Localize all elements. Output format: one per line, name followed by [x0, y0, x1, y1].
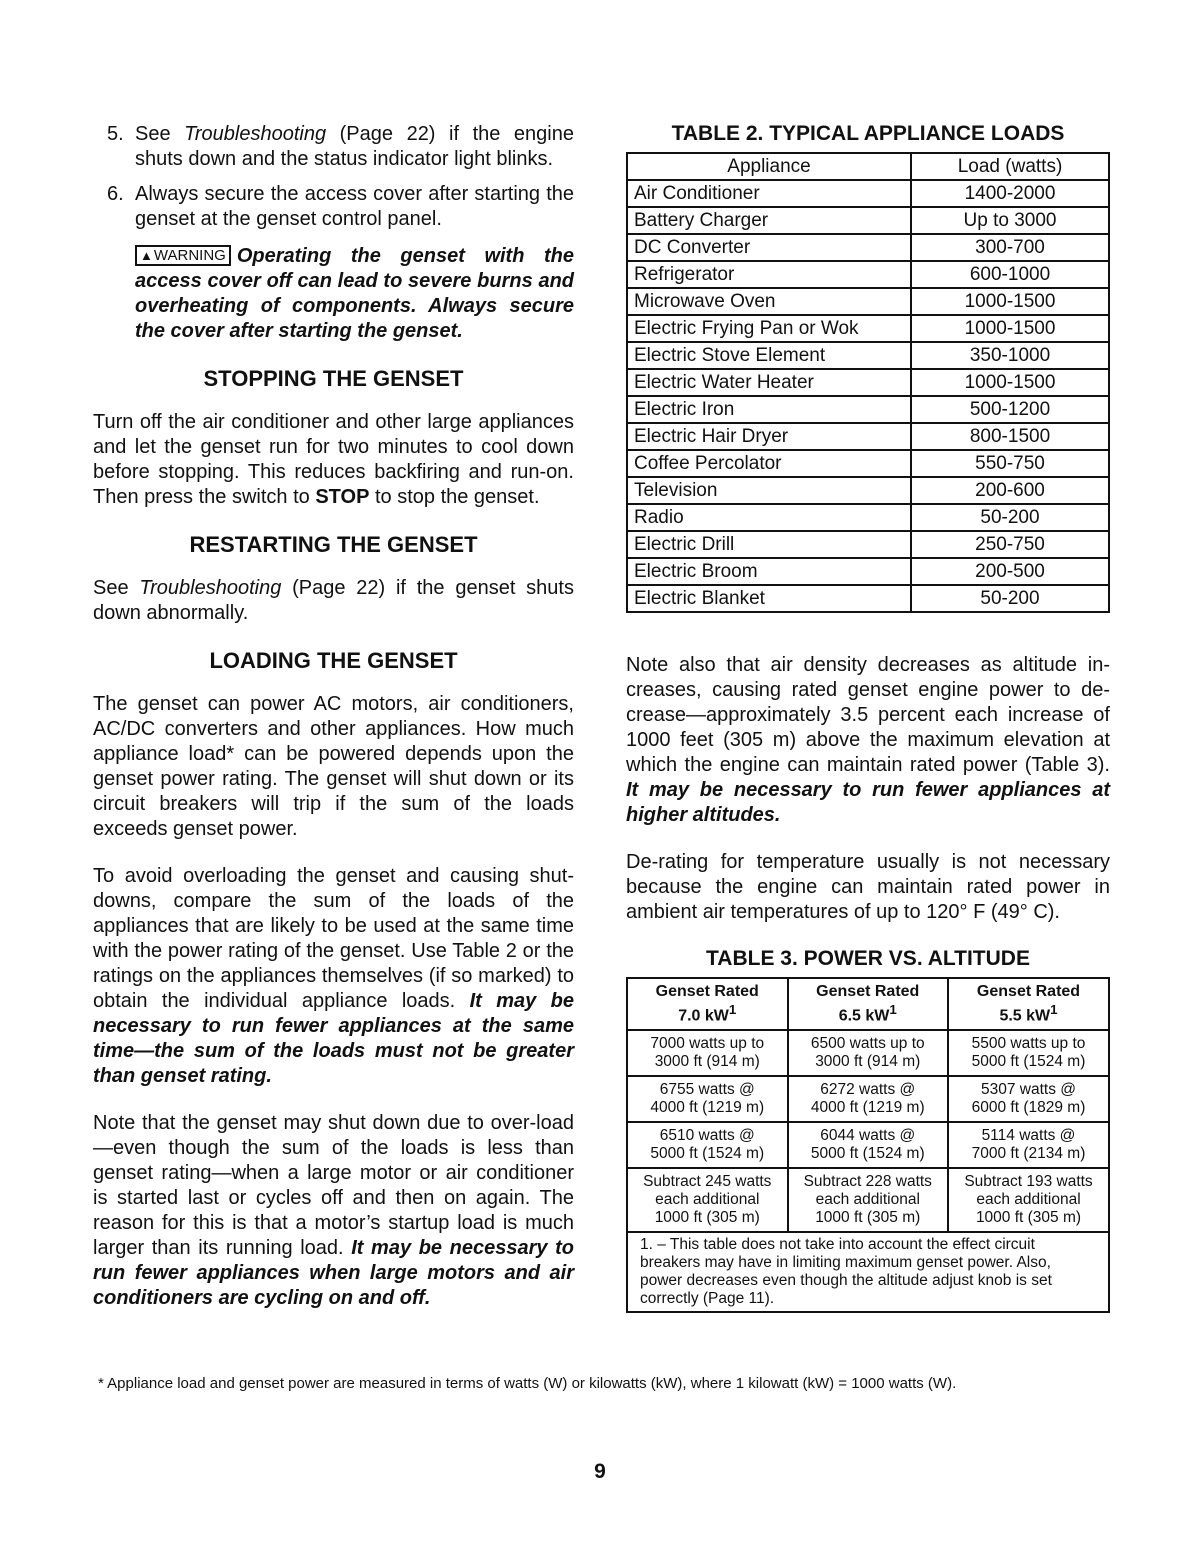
- load-cell: 350-1000: [911, 342, 1109, 369]
- table-row: [627, 1122, 1109, 1168]
- appliance-cell: Electric Iron: [627, 396, 911, 423]
- table-row: [627, 1076, 1109, 1122]
- load-cell: 1000-1500: [911, 288, 1109, 315]
- step-text: Always secure the access cover after starting the genset at the genset control panel.: [135, 183, 574, 230]
- appliance-cell: Battery Charger: [627, 207, 911, 234]
- power-cell: 6500 watts up to 3000 ft (914 m): [788, 1030, 949, 1076]
- load-cell: 200-500: [911, 558, 1109, 585]
- load-cell: 800-1500: [911, 423, 1109, 450]
- step-5: [93, 122, 574, 172]
- load-cell: 300-700: [911, 234, 1109, 261]
- table-row: [627, 234, 1109, 261]
- loading-paragraph-2: To avoid overloading the genset and causing shut-downs, compare the sum of the loads of the appliances that are likely to be used at the same time with the power rating of the genset. Use Table 2 or the ratings on the appliances themselves (if so marked) to obtain the individual appliance loads. It may be necessary to run fewer appliances at the same time—the sum of the loads must not be greater than genset rating.: [93, 865, 574, 1087]
- table-row: [627, 207, 1109, 234]
- power-cell: 5114 watts @ 7000 ft (2134 m): [948, 1122, 1109, 1168]
- power-altitude-table: [626, 977, 1110, 1313]
- heading-loading: LOADING THE GENSET: [209, 648, 458, 673]
- heading-restarting: RESTARTING THE GENSET: [189, 532, 478, 557]
- column-header-6-5kw: Genset Rated 6.5 $kW^1$: [788, 978, 949, 1030]
- table3-body: [627, 1030, 1109, 1232]
- load-cell: 250-750: [911, 531, 1109, 558]
- table-row: [627, 288, 1109, 315]
- column-header-load: Load (watts): [911, 153, 1109, 180]
- troubleshooting-reference: Troubleshooting: [139, 577, 282, 599]
- table-row: [627, 342, 1109, 369]
- power-cell: 6044 watts @ 5000 ft (1524 m): [788, 1122, 949, 1168]
- page-number: 9: [594, 1460, 606, 1483]
- load-cell: 1000-1500: [911, 315, 1109, 342]
- power-cell: Subtract 228 watts each additional 1000 ft (305 m): [788, 1168, 949, 1232]
- power-cell: 6272 watts @ 4000 ft (1219 m): [788, 1076, 949, 1122]
- table-row: [627, 396, 1109, 423]
- table-row: [627, 315, 1109, 342]
- table-row: [627, 423, 1109, 450]
- table-row: [627, 1030, 1109, 1076]
- table3-note: 1. – This table does not take into account the effect circuit breakers may have in limiting maximum genset power. Also, power decreases even though the altitude adjust knob is set correctly (Page 11).: [627, 1232, 1109, 1312]
- appliance-cell: Electric Broom: [627, 558, 911, 585]
- step-6: [93, 182, 574, 232]
- column-header-appliance: Appliance: [627, 153, 911, 180]
- table-row: [627, 558, 1109, 585]
- table2-title: TABLE 2. TYPICAL APPLIANCE LOADS: [671, 122, 1065, 145]
- load-cell: 200-600: [911, 477, 1109, 504]
- power-cell: 6755 watts @ 4000 ft (1219 m): [627, 1076, 788, 1122]
- appliance-cell: Refrigerator: [627, 261, 911, 288]
- heading-stopping: STOPPING THE GENSET: [203, 366, 464, 391]
- column-header-7kw: Genset Rated 7.0 $kW^1$: [627, 978, 788, 1030]
- warning-notice: [135, 244, 574, 344]
- appliance-cell: Coffee Percolator: [627, 450, 911, 477]
- restarting-paragraph: See Troubleshooting (Page 22) if the genset shuts down abnormally.: [93, 577, 574, 624]
- table-row: [627, 477, 1109, 504]
- altitude-paragraph: Note also that air density decreases as altitude in-creases, causing rated genset engine power to de-crease—approximately 3.5 percent each increase of 1000 feet (305 m) above the maximum elevation at which the engine can maintain rated power (Table 3). It may be necessary to run fewer appliances at higher altitudes.: [626, 654, 1110, 826]
- troubleshooting-reference: Troubleshooting: [184, 123, 327, 145]
- right-column: [626, 122, 1110, 1313]
- load-cell: 550-750: [911, 450, 1109, 477]
- power-cell: Subtract 193 watts each additional 1000 ft (305 m): [948, 1168, 1109, 1232]
- column-header-5-5kw: Genset Rated 5.5 $kW^1$: [948, 978, 1109, 1030]
- load-cell: 1000-1500: [911, 369, 1109, 396]
- power-cell: 7000 watts up to 3000 ft (914 m): [627, 1030, 788, 1076]
- table-row: [627, 180, 1109, 207]
- appliance-cell: Electric Frying Pan or Wok: [627, 315, 911, 342]
- load-cell: 50-200: [911, 585, 1109, 612]
- table-row: [627, 261, 1109, 288]
- step-text-post: (Page 22) if the engine shuts down and the status indicator light blinks.: [135, 123, 574, 170]
- load-cell: 600-1000: [911, 261, 1109, 288]
- loading-paragraph-3: Note that the genset may shut down due to over-load—even though the sum of the loads is less than genset rating—when a large motor or air conditioner is started last or cycles off and then on again. The reason for this is that a motor’s startup load is much larger than its running load. It may be necessary to run fewer appliances when large motors and air conditioners are cycling on and off.: [93, 1112, 574, 1309]
- appliance-cell: Electric Blanket: [627, 585, 911, 612]
- appliance-cell: Air Conditioner: [627, 180, 911, 207]
- appliance-cell: Radio: [627, 504, 911, 531]
- table2-body: [627, 180, 1109, 612]
- table-header-row: [627, 153, 1109, 180]
- table-row: [627, 504, 1109, 531]
- temperature-paragraph: De-rating for temperature usually is not necessary because the engine can maintain rated power in ambient air temperatures of up to 120° F (49° C).: [626, 851, 1110, 923]
- load-cell: Up to 3000: [911, 207, 1109, 234]
- warning-badge: ▲WARNING: [135, 245, 231, 266]
- table-row: [627, 450, 1109, 477]
- appliance-cell: Electric Hair Dryer: [627, 423, 911, 450]
- table-note-row: [627, 1232, 1109, 1312]
- appliance-cell: Electric Drill: [627, 531, 911, 558]
- warning-text: Operating the genset with the access cover off can lead to severe burns and overheating of components. Always secure the cover after starting the genset.: [135, 245, 574, 342]
- power-cell: 5500 watts up to 5000 ft (1524 m): [948, 1030, 1109, 1076]
- table-row: [627, 531, 1109, 558]
- table-header-row: [627, 978, 1109, 1030]
- step-number: 5.: [107, 123, 124, 145]
- stopping-paragraph: Turn off the air conditioner and other large appliances and let the genset run for two minutes to cool down before stopping. This reduces backfiring and run-on. Then press the switch to STOP to stop the genset.: [93, 411, 574, 508]
- page-footnote: * Appliance load and genset power are measured in terms of watts (W) or kilowatts (kW), where 1 kilowatt (kW) = 1000 watts (W).: [98, 1375, 957, 1392]
- power-cell: 6510 watts @ 5000 ft (1524 m): [627, 1122, 788, 1168]
- warning-triangle-icon: ▲: [140, 248, 153, 263]
- left-column: [93, 122, 574, 1333]
- appliance-cell: Electric Stove Element: [627, 342, 911, 369]
- appliance-cell: DC Converter: [627, 234, 911, 261]
- table-row: [627, 585, 1109, 612]
- loading-paragraph-1: The genset can power AC motors, air conditioners, AC/DC converters and other appliances. How much appliance load* can be powered depends upon the genset power rating. The genset will shut down or its circuit breakers will trip if the sum of the loads exceeds genset power.: [93, 693, 574, 840]
- appliance-loads-table: [626, 152, 1110, 613]
- load-cell: 1400-2000: [911, 180, 1109, 207]
- step-number: 6.: [107, 183, 124, 205]
- appliance-cell: Television: [627, 477, 911, 504]
- power-cell: 5307 watts @ 6000 ft (1829 m): [948, 1076, 1109, 1122]
- load-cell: 50-200: [911, 504, 1109, 531]
- appliance-cell: Electric Water Heater: [627, 369, 911, 396]
- step-text-pre: See: [135, 123, 185, 145]
- table-row: [627, 369, 1109, 396]
- appliance-cell: Microwave Oven: [627, 288, 911, 315]
- load-cell: 500-1200: [911, 396, 1109, 423]
- power-cell: Subtract 245 watts each additional 1000 ft (305 m): [627, 1168, 788, 1232]
- table3-title: TABLE 3. POWER VS. ALTITUDE: [706, 947, 1030, 970]
- table-row: [627, 1168, 1109, 1232]
